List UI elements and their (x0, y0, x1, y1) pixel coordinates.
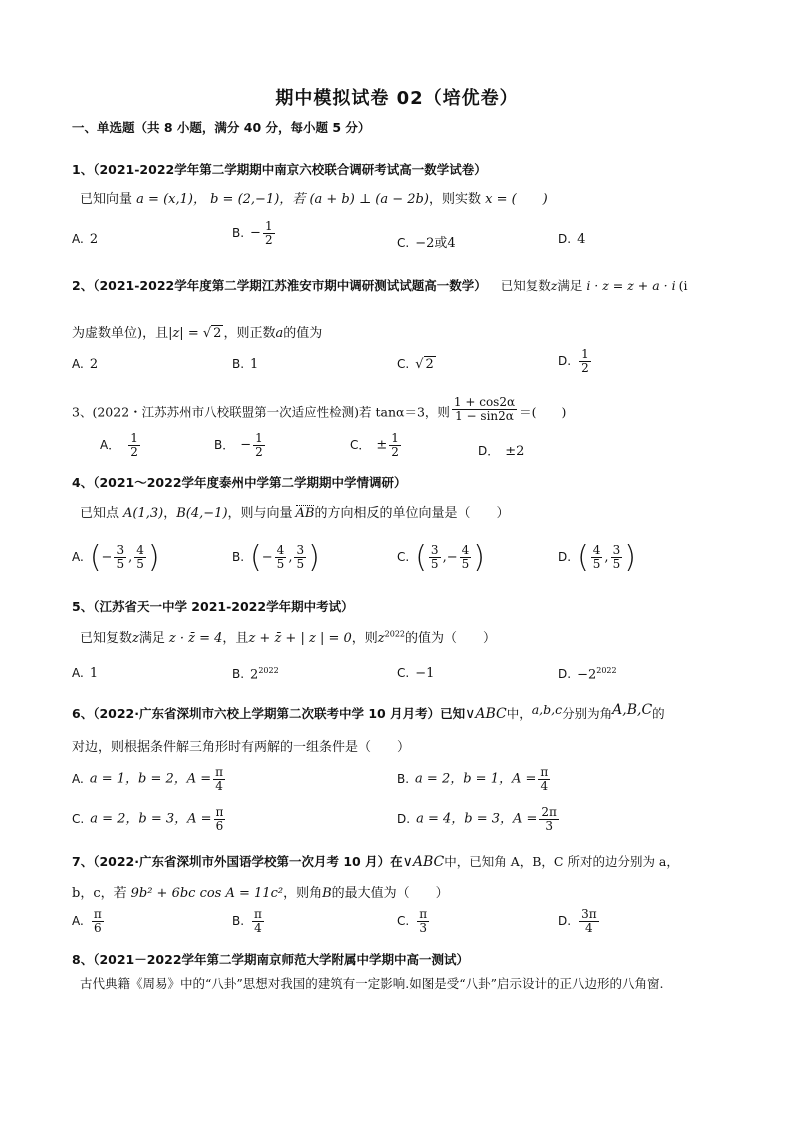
q5-option-c[interactable]: C. −1 (397, 666, 435, 681)
q2-option-d[interactable]: D. $\frac{1}{2}$ (558, 347, 589, 375)
q1-condition: (a + b) ⊥ (a − 2b) (309, 192, 429, 207)
q4-option-b[interactable]: B. (− $\frac{4}{5}$ , $\frac{3}{5}$ ) (232, 540, 320, 575)
q3-option-d[interactable]: D． ±2 (478, 444, 525, 459)
q5-option-b[interactable]: B. $2^{2022}$ (232, 666, 279, 683)
q7-option-b[interactable]: B. $\frac{\pi}{4}$ (232, 907, 262, 935)
q7-option-d[interactable]: D. $\frac{3\pi}{4}$ (558, 907, 597, 935)
q2-source: 2、（2021-2022学年度第二学期江苏淮安市期中调研测试试题高一数学） 已知复数z满足 i · z = z + a · i (i (72, 278, 688, 293)
q2-option-c[interactable]: C. √ 2 (397, 357, 434, 372)
q1-stem (80, 188, 548, 207)
q6-option-c[interactable]: C. a = 2，b = 3，A = $\frac{\pi}{6}$ (72, 805, 224, 833)
q7-option-c[interactable]: C. $\frac{\pi}{3}$ (397, 907, 428, 935)
q1-option-a[interactable]: A. 2 (72, 232, 99, 247)
q2-option-b[interactable]: B. 1 (232, 357, 259, 372)
q5-stem: 已知复数z满足 z · z̄ = 4，且z + z̄ + | z | = 0，则$z^{2022}$的值为（ ） (80, 629, 497, 646)
q1-option-b[interactable]: B. − $\frac{1}{2}$ (232, 219, 273, 247)
q1-source: 1、（2021-2022学年第二学期期中南京六校联合调研考试高一数学试卷） (72, 162, 487, 177)
q7-stem-line2: b，c，若 9b² + 6bc cos A = 11c²，则角B的最大值为（ ） (72, 886, 449, 901)
q1-option-d[interactable]: D. 4 (558, 232, 586, 247)
q6-option-b[interactable]: B. a = 2，b = 1，A = $\frac{\pi}{4}$ (397, 765, 549, 793)
q4-option-c[interactable]: C. ( $\frac{3}{5}$ ,− $\frac{4}{5}$ ) (397, 540, 485, 575)
q5-option-d[interactable]: D. $-2^{2022}$ (558, 666, 617, 683)
q6-source: 6、（2022·广东省深圳市六校上学期第二次联考中学 10 月月考）已知∨ABC中，a,b,c分别为角A,B,C的 (72, 702, 665, 722)
q1-blank: x = ( ) (485, 192, 548, 207)
q4-stem: 已知点 A(1,3)，B(4,−1)，则与向量 AB的方向相反的单位向量是（ ） (80, 506, 510, 521)
q1-vector-a: a = (x,1)， (136, 192, 206, 207)
q2-option-a[interactable]: A. 2 (72, 357, 99, 372)
q1-stem-text: 已知向量 (80, 192, 133, 207)
q8-source: 8、（2021－2022学年第二学期南京师范大学附属中学期中高一测试） (72, 952, 470, 967)
q2-stem-text-2: 满足 (557, 278, 583, 293)
q2-var-z: z (550, 278, 558, 293)
q3-option-a[interactable]: A． $\frac{1}{2}$ (100, 431, 138, 459)
page-title: 期中模拟试卷 02（培优卷） (275, 88, 519, 109)
q4-option-a[interactable]: A. (− $\frac{3}{5}$ , $\frac{4}{5}$ ) (72, 540, 160, 575)
q7-source: 7、（2022·广东省深圳市外国语学校第一次月考 10 月）在∨ABC中，已知角 A，B，C 所对的边分别为 a， (72, 854, 679, 870)
q3-source: 3、(2022・江苏苏州市八校联盟第一次适应性检测)若 tanα＝3，则 $\frac{1 + \cos 2\alpha}{1 - \sin 2\alpha}$ ＝( ) (72, 395, 567, 423)
q2-stem-line2: 为虚数单位)，且|z| = √ 2 ，则正数a的值为 (72, 326, 323, 341)
q2-stem-text: 已知复数 (500, 278, 551, 293)
q3-option-c[interactable]: C． ± $\frac{1}{2}$ (350, 431, 399, 459)
q4-source: 4、（2021～2022学年度泰州中学第二学期期中学情调研） (72, 475, 407, 490)
q1-option-c[interactable]: C. −2或4 (397, 236, 456, 251)
section-heading: 一、单选题（共 8 小题，满分 40 分，每小题 5 分） (72, 120, 371, 135)
q3-option-b[interactable]: B． − $\frac{1}{2}$ (214, 431, 263, 459)
q2-equation: i · z = z + a · i (586, 278, 676, 293)
q5-source: 5、（江苏省天一中学 2021-2022学年期中考试） (72, 599, 354, 614)
q5-option-a[interactable]: A. 1 (72, 666, 99, 681)
q8-stem: 古代典籍《周易》中的“八卦”思想对我国的建筑有一定影响.如图是受“八卦”启示设计的正八边形的八角窗. (80, 976, 664, 991)
q7-option-a[interactable]: A. $\frac{\pi}{6}$ (72, 907, 102, 935)
q1-stem-text-2: ，则实数 (428, 192, 481, 207)
q2-stem-text-3: (i (678, 278, 688, 293)
q6-option-d[interactable]: D. a = 4，b = 3，A = $\frac{2\pi}{3}$ (397, 805, 557, 833)
q1-vector-b: b = (2,−1)，若 (210, 192, 306, 207)
q6-option-a[interactable]: A. a = 1，b = 2，A = $\frac{\pi}{4}$ (72, 765, 224, 793)
q6-stem-line2: 对边，则根据条件解三角形时有两解的一组条件是（ ） (72, 740, 411, 755)
q4-option-d[interactable]: D. ( $\frac{4}{5}$ , $\frac{3}{5}$ ) (558, 540, 636, 575)
